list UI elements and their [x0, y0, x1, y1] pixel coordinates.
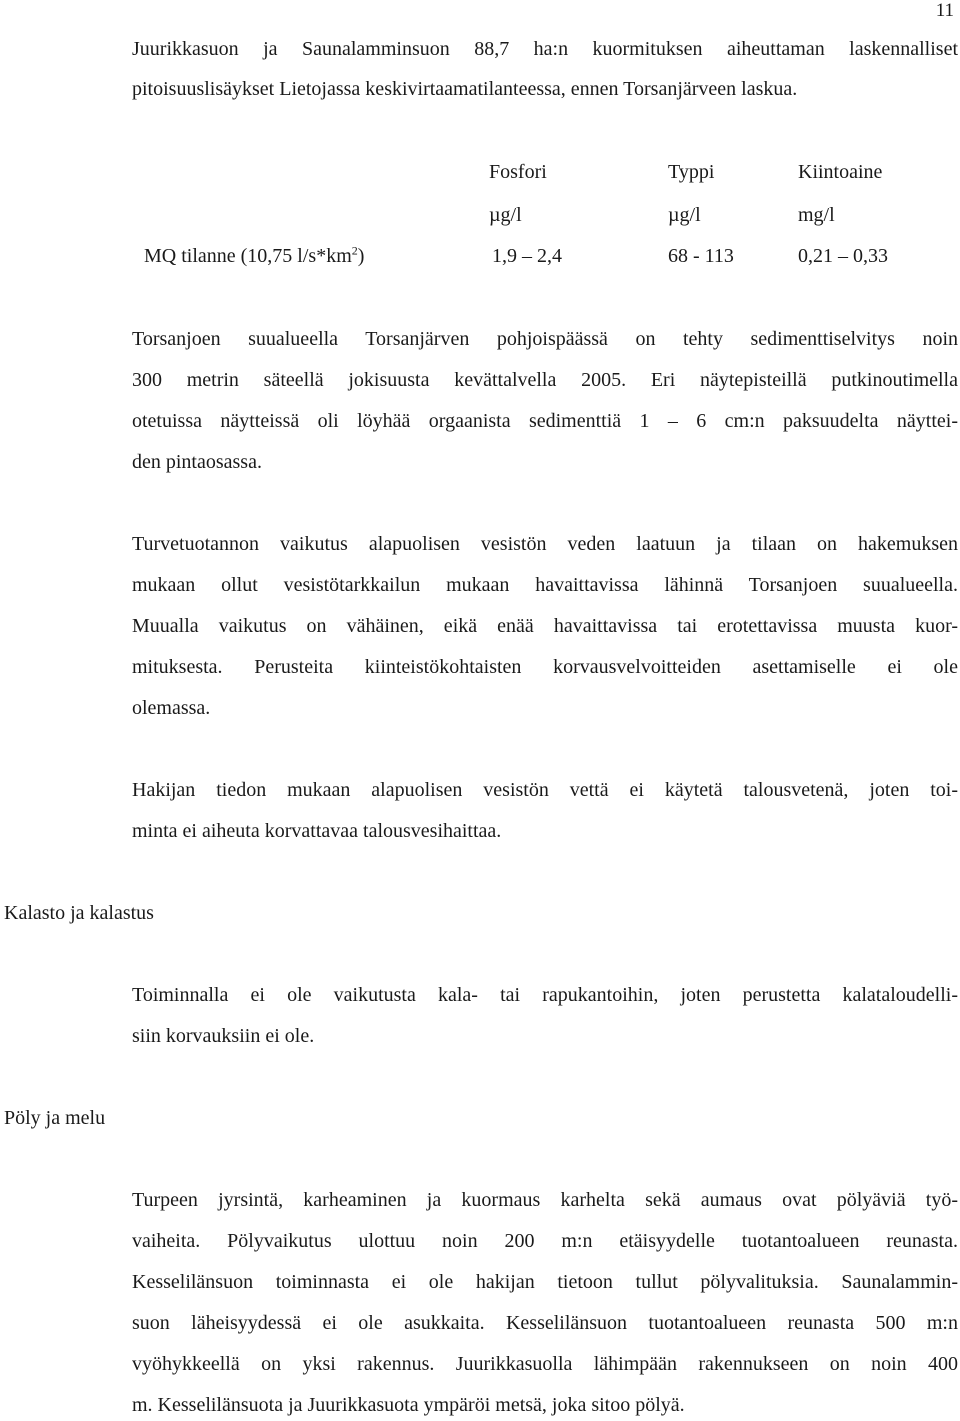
paragraph-line: otetuissa näytteissä oli löyhää orgaanista sedimenttiä 1 – 6 cm:n paksuudelta näyttei-: [132, 410, 958, 432]
paragraph-line: Torsanjoen suualueella Torsanjärven pohjoispäässä on tehty sedimenttiselvitys noin: [132, 328, 958, 350]
paragraph-line: Hakijan tiedon mukaan alapuolisen vesistön vettä ei käytetä talousvetenä, joten toi-: [132, 779, 958, 801]
paragraph-line: Turpeen jyrsintä, karheaminen ja kuormaus karhelta sekä aumaus ovat pölyäviä työ-: [132, 1189, 958, 1211]
unit-fosfori: µg/l: [489, 204, 522, 226]
paragraph-line: Turvetuotannon vaikutus alapuolisen vesistön veden laatuun ja tilaan on hakemuksen: [132, 533, 958, 555]
row-label-close: ): [357, 245, 365, 267]
paragraph-line: mukaan ollut vesistötarkkailun mukaan havaittavissa lähinnä Torsanjoen suualueella.: [132, 574, 958, 596]
row-label-text: MQ tilanne (10,75 l/s*km: [144, 245, 352, 267]
value-typpi: 68 - 113: [668, 245, 734, 267]
paragraph-line: siin korvauksiin ei ole.: [132, 1025, 315, 1047]
paragraph-line: vyöhykkeellä on yksi rakennus. Juurikkasuolla lähimpään rakennukseen on noin 400: [132, 1353, 958, 1375]
paragraph-line: Kesselilänsuon toiminnasta ei ole hakijan tietoon tullut pölyvalituksia. Saunalammin-: [132, 1271, 958, 1293]
paragraph-line: den pintaosassa.: [132, 451, 262, 473]
row-label: [144, 245, 364, 268]
unit-kiintoaine: mg/l: [798, 204, 835, 226]
paragraph-line: olemassa.: [132, 697, 211, 719]
header-typpi: Typpi: [668, 161, 715, 183]
intro-line: Juurikkasuon ja Saunalamminsuon 88,7 ha:n kuormituksen aiheuttaman laskennalliset: [132, 38, 958, 60]
section-heading-poly: Pöly ja melu: [4, 1107, 106, 1129]
paragraph-line: mituksesta. Perusteita kiinteistökohtaisten korvausvelvoitteiden asettamiselle ei ole: [132, 656, 958, 678]
page-number: 11: [935, 0, 954, 21]
paragraph-line: m. Kesselilänsuota ja Juurikkasuota ympäröi metsä, joka sitoo pölyä.: [132, 1394, 685, 1416]
paragraph-line: vaiheita. Pölyvaikutus ulottuu noin 200 m:n etäisyydelle tuotantoalueen reunasta.: [132, 1230, 958, 1252]
value-kiintoaine: 0,21 – 0,33: [798, 245, 888, 267]
value-fosfori: 1,9 – 2,4: [492, 245, 562, 267]
section-heading-kalasto: Kalasto ja kalastus: [4, 902, 154, 924]
row-label-superscript: 2: [351, 243, 358, 258]
paragraph-line: minta ei aiheuta korvattavaa talousvesihaittaa.: [132, 820, 502, 842]
unit-typpi: µg/l: [668, 204, 701, 226]
paragraph-line: Toiminnalla ei ole vaikutusta kala- tai rapukantoihin, joten perustetta kalataloudelli-: [132, 984, 958, 1006]
paragraph-line: 300 metrin säteellä jokisuusta kevättalvella 2005. Eri näytepisteillä putkinoutimella: [132, 369, 958, 391]
paragraph-line: Muualla vaikutus on vähäinen, eikä enää havaittavissa tai erotettavissa muusta kuor-: [132, 615, 958, 637]
header-fosfori: Fosfori: [489, 161, 547, 183]
paragraph-line: suon läheisyydessä ei ole asukkaita. Kesselilänsuon tuotantoalueen reunasta 500 m:n: [132, 1312, 958, 1334]
header-kiintoaine: Kiintoaine: [798, 161, 883, 183]
intro-line: pitoisuuslisäykset Lietojassa keskivirtaamatilanteessa, ennen Torsanjärveen laskua.: [132, 78, 798, 100]
